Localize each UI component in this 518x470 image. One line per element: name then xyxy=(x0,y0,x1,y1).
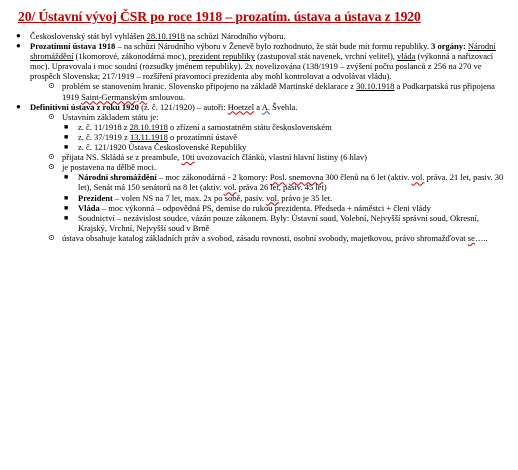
list-item: ⊙ problém se stanovením hranic. Slovensko připojeno na základě Martinské deklarace z 30.10.1918 a Podkarpatská rus připojena 1919 Saint-Germanským smlouvou. xyxy=(48,81,495,102)
bullet-icon: ⊙ xyxy=(48,232,55,242)
bullet-icon: ■ xyxy=(64,193,69,202)
document-body xyxy=(0,31,518,243)
bullet-icon: ⊙ xyxy=(48,111,55,121)
list-item: ● Prozatímní ústava 1918 – na schůzi Národního výboru v Ženevě bylo rozhodnuto, že stát bude mít formu republiky. 3 orgány: Národní shromáždění (1komorové, zákonodárná moc), prezident republiky (zastupoval stát navenek, vrchní velitel), vláda (výkonná a nařizovací moc). Upravovala i moc soudní (rozsudky jménem republiky). 2x novelizována (138/1919 – zvýšení počtu poslanců z 256 na 270 ve prospěch Slovenska; 217/1919 – rozšíření pravomocí prezidenta aby mohl kontrolovat a odvolávat vládu). xyxy=(16,41,496,82)
list-item: ⊙ ústava obsahuje katalog základních práv a svobod, zásadu rovnosti, osobní svobody, majetkovou, právo shromažďovat se….. xyxy=(48,232,488,243)
list-item: ■ Národní shromáždění – moc zákonodárná - 2 komory: Posl. snemovna 300 členů na 6 let (aktiv. vol. práva. 21 let, pasiv. 30 let), Senát má 150 senátorů na 8 let (aktiv. vol. práva 26 let, pasiv. 45 let) xyxy=(64,172,504,193)
list-item: ■ z. č. 37/1919 z 13.11.1918 o prozatímní ústavě xyxy=(64,131,238,142)
list-item: ⊙ je postavena na dělbě moci. xyxy=(48,162,157,173)
bullet-icon: ■ xyxy=(64,132,69,141)
list-item: ⊙ Ustavním základem státu je: xyxy=(48,111,159,122)
bullet-icon: ● xyxy=(16,41,21,51)
page-title: 20/ Ústavní vývoj ČSR po roce 1918 – prozatím. ústava a ústava z 1920 xyxy=(18,9,421,24)
list-item: ■ z. č. 121/1920 Ústava Československé Republiky xyxy=(64,142,247,153)
list-item: ⊙ přijata NS. Skládá se z preambule, 10ti uvozovacích článků, vlastní hlavní listiny (6 hlav) xyxy=(48,152,367,163)
list-item: ■ Soudnictví – nezávislost soudce, vázán pouze zákonem. Byly: Ústavní soud, Volební, Nejvyšší správní soud, Okresní, Krajský, Vrchní, Nejvyšší soud v Brně xyxy=(64,212,480,233)
bullet-icon: ⊙ xyxy=(48,152,55,162)
list-item: ■ Vláda – moc výkonná – odpovědná PS, demise do rukou prezidenta. Předseda + náměstci + členi vlády xyxy=(64,202,431,213)
bullet-icon: ■ xyxy=(64,173,69,182)
bullet-icon: ● xyxy=(16,101,21,111)
list-item: ● Československý stát byl vyhlášen 28.10.1918 na schůzi Národního výboru. xyxy=(16,31,286,41)
list-item: ● Definitivní ústava z roku 1920 (z. č. 121/1920) – autoři: Hoetzel a A. Švehla. xyxy=(16,101,298,112)
list-item: ■ Prezident – volen NS na 7 let, max. 2x po sobě, pasiv. vol. právo je 35 let. xyxy=(64,192,333,203)
bullet-icon: ■ xyxy=(64,122,69,131)
bullet-icon: ● xyxy=(16,31,21,40)
bullet-icon: ⊙ xyxy=(48,81,55,91)
bullet-icon: ■ xyxy=(64,213,69,222)
bullet-icon: ■ xyxy=(64,143,69,152)
bullet-icon: ⊙ xyxy=(48,162,55,172)
list-item: ■ z. č. 11/1918 z 28.10.1918 o zřízení a samostatném státu československém xyxy=(64,121,332,132)
bullet-icon: ■ xyxy=(64,203,69,212)
